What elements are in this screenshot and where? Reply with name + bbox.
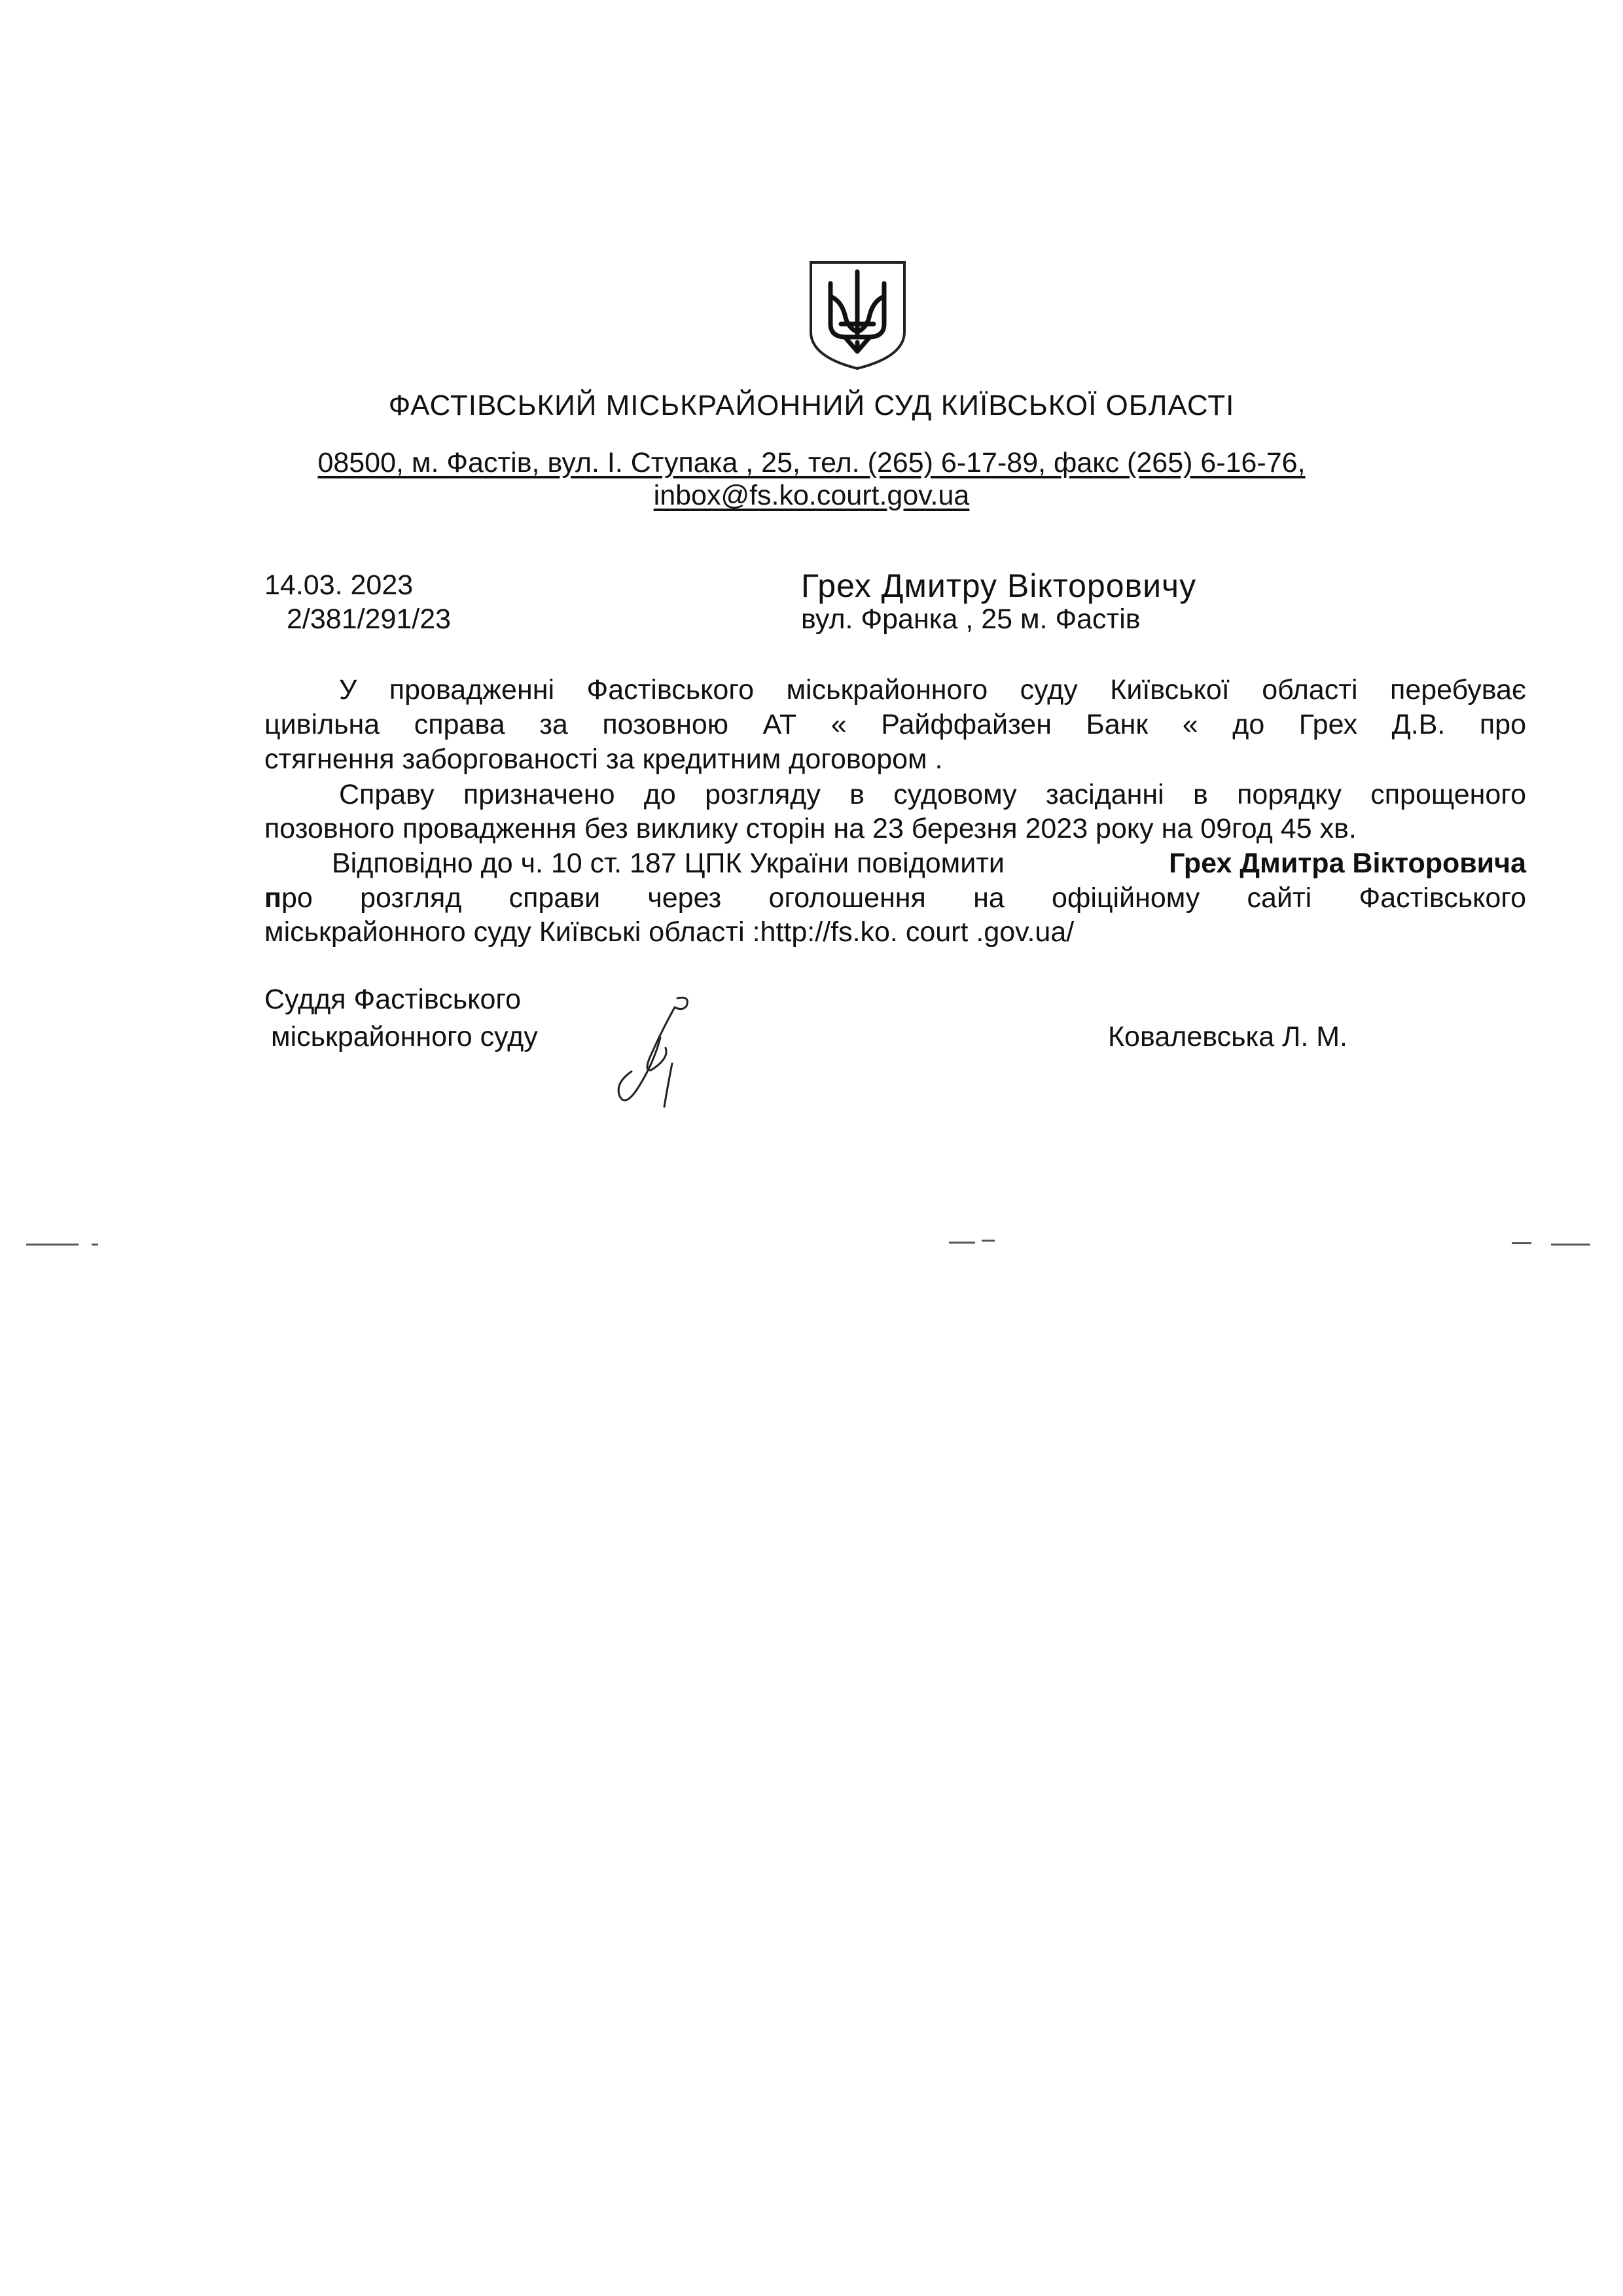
court-email xyxy=(0,480,1623,512)
handwritten-signature-icon xyxy=(605,992,704,1113)
scan-artifact xyxy=(949,1242,975,1244)
paragraph-1-line-1: У провадженні Фастівського міськрайонного суду Київської області перебуває xyxy=(339,674,1526,706)
respondent-name-bold: Грех Дмитра Вікторовича xyxy=(1169,848,1526,879)
paragraph-3-line-2 xyxy=(264,882,1526,914)
scan-artifact xyxy=(1512,1242,1531,1244)
document-date: 14.03. 2023 xyxy=(264,569,414,601)
signatory-title-line-2: міськрайонного суду xyxy=(271,1021,538,1052)
paragraph-3-line-1 xyxy=(332,848,1526,880)
scan-artifact xyxy=(26,1244,79,1246)
paragraph-2-line-2: позовного провадження без виклику сторін на 23 березня 2023 року на 09год 45 хв. xyxy=(264,813,1357,844)
paragraph-1-line-2: цивільна справа за позовною АТ « Райффайзен Банк « до Грех Д.В. про xyxy=(264,709,1526,740)
case-reference: 2/381/291/23 xyxy=(287,603,452,635)
paragraph-1-line-3: стягнення заборгованості за кредитним договором . xyxy=(264,744,943,775)
signatory-title-line-1: Суддя Фастівського xyxy=(264,984,522,1015)
court-address xyxy=(0,447,1623,479)
trident-coat-of-arms-icon xyxy=(807,259,908,371)
scan-artifact xyxy=(1551,1244,1590,1246)
scan-artifact xyxy=(92,1244,98,1246)
paragraph-2-line-1: Справу призначено до розгляду в судовому засіданні в порядку спрощеного xyxy=(339,779,1526,810)
paragraph-3-line-3: міськрайонного суду Київські області :http://fs.ko. court .gov.ua/ xyxy=(264,916,1075,948)
paragraph-3-line-1-text: Відповідно до ч. 10 ст. 187 ЦПК України повідомити xyxy=(332,848,1005,879)
paragraph-3-line-2-bold: п xyxy=(264,882,281,914)
judge-name: Ковалевська Л. М. xyxy=(1108,1021,1348,1052)
addressee-address: вул. Франка , 25 м. Фастів xyxy=(801,603,1141,635)
addressee-name: Грех Дмитру Вікторовичу xyxy=(801,567,1197,604)
scan-artifact xyxy=(982,1240,995,1242)
court-name: ФАСТІВСЬКИЙ МІСЬКРАЙОННИЙ СУД КИЇВСЬКОЇ ОБЛАСТІ xyxy=(388,389,1235,422)
paragraph-3-line-2-text: ро розгляд справи через оголошення на офіційному сайті Фастівського xyxy=(281,882,1526,914)
court-address-text: 08500, м. Фастів, вул. І. Ступака , 25, тел. (265) 6-17-89, факс (265) 6-16-76, xyxy=(317,447,1306,478)
court-email-link[interactable]: inbox@fs.ko.court.gov.ua xyxy=(653,480,970,511)
